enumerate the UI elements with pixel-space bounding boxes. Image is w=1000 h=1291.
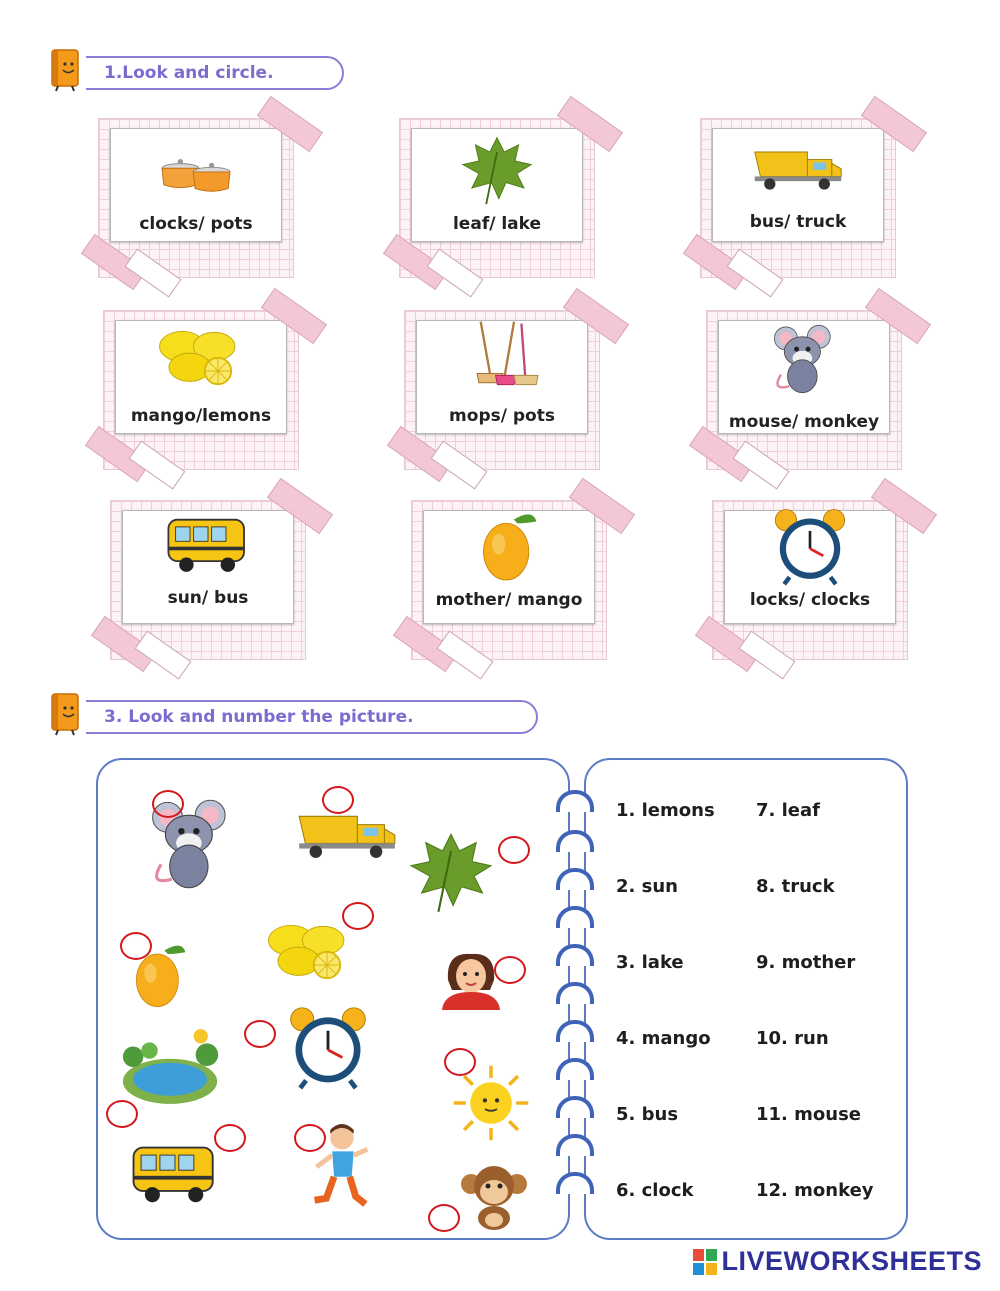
card-label[interactable]: mops/ pots [449, 406, 555, 426]
card-label[interactable]: leaf/ lake [452, 214, 542, 234]
card-9 [712, 500, 908, 660]
card-2 [399, 118, 595, 278]
mango-icon [476, 508, 542, 584]
answer-circle[interactable] [342, 902, 374, 930]
word-item: 4. mango [616, 1028, 711, 1049]
bus-icon [126, 1140, 224, 1206]
leaf-icon [460, 134, 534, 206]
card-1 [98, 118, 294, 278]
answer-circle[interactable] [494, 956, 526, 984]
card-7 [110, 500, 306, 660]
lemons-icon [262, 916, 358, 982]
word-item: 5. bus [616, 1104, 679, 1125]
pots-icon [154, 148, 238, 194]
answer-circle[interactable] [152, 790, 184, 818]
clock-icon [770, 506, 850, 586]
card-4 [103, 310, 299, 470]
truck-icon [294, 808, 400, 860]
answer-circle[interactable] [498, 836, 530, 864]
word-item: 3. lake [616, 952, 684, 973]
word-item: 6. clock [616, 1180, 694, 1201]
liveworksheets-logo-icon [693, 1249, 717, 1275]
card-6 [706, 310, 902, 470]
word-item: 7. leaf [756, 800, 820, 821]
card-label[interactable]: mouse/ monkey [728, 412, 880, 432]
mouse-icon [771, 322, 837, 396]
word-item: 9. mother [756, 952, 856, 973]
monkey-icon [458, 1162, 530, 1232]
section-1-title: 1.Look and circle. [86, 56, 344, 90]
word-item: 2. sun [616, 876, 678, 897]
word-item: 11. mouse [756, 1104, 862, 1125]
book-icon [48, 692, 82, 736]
card-label[interactable]: mother/ mango [435, 590, 583, 610]
card-label[interactable]: sun/ bus [167, 588, 249, 608]
answer-circle[interactable] [322, 786, 354, 814]
lemons-icon [153, 322, 249, 388]
word-item: 10. run [756, 1028, 829, 1049]
leaf-icon [408, 830, 494, 914]
card-8 [411, 500, 607, 660]
section-3-title: 3. Look and number the picture. [86, 700, 538, 734]
notebook-right-page [584, 758, 908, 1240]
word-item: 12. monkey [756, 1180, 874, 1201]
bus-icon [163, 512, 253, 576]
card-label[interactable]: locks/ clocks [749, 590, 871, 610]
card-label[interactable]: bus/ truck [749, 212, 847, 232]
brand-text: LIVEWORKSHEETS [721, 1246, 982, 1276]
clock-icon [282, 1004, 374, 1090]
word-item: 1. lemons [616, 800, 715, 821]
word-item: 8. truck [756, 876, 835, 897]
card-5 [404, 310, 600, 470]
running-boy-icon [304, 1122, 374, 1210]
truck-icon [751, 144, 845, 192]
answer-circle[interactable] [106, 1100, 138, 1128]
sun-icon [452, 1064, 530, 1142]
mango-icon [128, 940, 192, 1010]
answer-circle[interactable] [244, 1020, 276, 1048]
lake-icon [118, 1026, 222, 1108]
mops-icon [460, 318, 544, 392]
liveworksheets-brand[interactable] [693, 1246, 982, 1277]
mother-icon [436, 950, 506, 1010]
card-3 [700, 118, 896, 278]
answer-circle[interactable] [428, 1204, 460, 1232]
card-label[interactable]: mango/lemons [130, 406, 272, 426]
book-icon [48, 48, 82, 92]
card-label[interactable]: clocks/ pots [139, 214, 253, 234]
